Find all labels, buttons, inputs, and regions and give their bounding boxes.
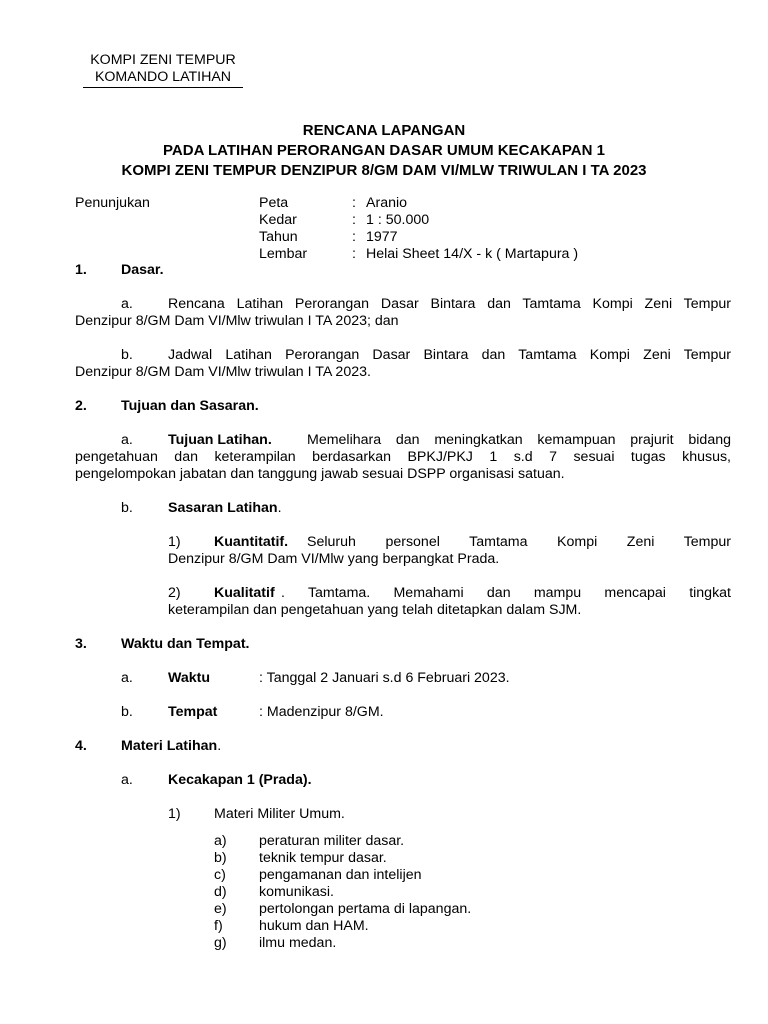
list-item: [214, 918, 614, 935]
section2-a-line3: pengelompokan jabatan dan tanggung jawab sesuai DSPP organisasi satuan.: [75, 466, 565, 482]
section2-b-dot: .: [277, 500, 282, 516]
penunjukan-sep: :: [352, 246, 356, 262]
section2-b1-label: Kuantitatif.: [214, 534, 289, 550]
section2-a-line1: Memelihara dan meningkatkan kemampuan prajurit bidang: [307, 432, 731, 448]
penunjukan-value: Helai Sheet 14/X - k ( Martapura ): [366, 246, 579, 262]
unit-header-line2: KOMANDO LATIHAN: [83, 69, 243, 88]
list-item: [214, 850, 614, 867]
list-item-mark: e): [214, 901, 227, 917]
section2-b-heading: [168, 500, 282, 517]
penunjukan-sep: :: [352, 195, 356, 211]
section4-number: 4.: [75, 738, 87, 754]
penunjukan-row: [259, 229, 659, 246]
section1-b-mark: b.: [121, 347, 133, 363]
section1-heading: Dasar.: [121, 262, 164, 278]
section2-b-mark: b.: [121, 500, 133, 516]
penunjukan-row: [259, 246, 659, 263]
document-title: [40, 121, 728, 181]
section4-a-label: Kecakapan 1 (Prada).: [168, 772, 312, 788]
section3-number: 3.: [75, 636, 87, 652]
section4-sub1-text: Materi Militer Umum.: [214, 806, 345, 822]
section3-b-value: : Madenzipur 8/GM.: [259, 704, 384, 720]
penunjukan-value: 1 : 50.000: [366, 212, 430, 228]
penunjukan-row: [259, 195, 659, 212]
list-item: [214, 884, 614, 901]
section2-b2-label: Kualitatif: [214, 585, 275, 601]
section3-b-label: Tempat: [168, 704, 218, 720]
list-item-mark: f): [214, 918, 223, 934]
penunjukan-label: Penunjukan: [75, 195, 150, 211]
section2-b2-line2: keterampilan dan pengetahuan yang telah ditetapkan dalam SJM.: [168, 602, 582, 618]
section2-b2-line1: . Tamtama. Memahami dan mampu mencapai tingkat: [281, 585, 731, 601]
section2-number: 2.: [75, 398, 87, 414]
penunjukan-sep: :: [352, 212, 356, 228]
list-item-text: peraturan militer dasar.: [259, 833, 405, 849]
unit-header-line1: KOMPI ZENI TEMPUR: [90, 52, 236, 68]
list-item-mark: a): [214, 833, 227, 849]
list-item-text: komunikasi.: [259, 884, 334, 900]
penunjukan-row: [259, 212, 659, 229]
section2-a-label: Tujuan Latihan.: [168, 432, 272, 448]
penunjukan-key: Kedar: [259, 212, 297, 228]
section4-sub1-mark: 1): [168, 806, 181, 822]
unit-header: [83, 52, 243, 88]
section4-heading: Materi Latihan: [121, 738, 218, 754]
section2-a-mark: a.: [121, 432, 133, 448]
section1-a-line2: Denzipur 8/GM Dam VI/Mlw triwulan I TA 2023; dan: [75, 313, 399, 329]
list-item-mark: c): [214, 867, 226, 883]
list-item: [214, 833, 614, 850]
title-line3: KOMPI ZENI TEMPUR DENZIPUR 8/GM DAM VI/MLW TRIWULAN I TA 2023: [121, 162, 647, 179]
section4-heading-wrap: [121, 738, 221, 755]
penunjukan-key: Lembar: [259, 246, 308, 262]
section2-b1-mark: 1): [168, 534, 181, 550]
list-item: [214, 935, 614, 952]
section3-b-mark: b.: [121, 704, 133, 720]
section2-b1-line2: Denzipur 8/GM Dam VI/Mlw yang berpangkat Prada.: [168, 551, 500, 567]
section2-heading: Tujuan dan Sasaran.: [121, 398, 259, 414]
list-item-text: ilmu medan.: [259, 935, 337, 951]
section3-a-label: Waktu: [168, 670, 211, 686]
penunjukan-value: Aranio: [366, 195, 408, 211]
section1-b-line2: Denzipur 8/GM Dam VI/Mlw triwulan I TA 2023.: [75, 364, 371, 380]
section4-heading-dot: .: [217, 738, 222, 754]
section1-a-mark: a.: [121, 296, 133, 312]
section2-b1-line1: Seluruh personel Tamtama Kompi Zeni Tempur: [307, 534, 731, 550]
penunjukan-table: [259, 195, 659, 263]
list-item: [214, 901, 614, 918]
list-item: [214, 867, 614, 884]
section1-a-line1: Rencana Latihan Perorangan Dasar Bintara dan Tamtama Kompi Zeni Tempur: [168, 296, 731, 312]
section1-b-line1: Jadwal Latihan Perorangan Dasar Bintara dan Tamtama Kompi Zeni Tempur: [168, 347, 731, 363]
list-item-mark: g): [214, 935, 227, 951]
list-item-text: pengamanan dan intelijen: [259, 867, 422, 883]
list-item-text: teknik tempur dasar.: [259, 850, 387, 866]
section3-a-value: : Tanggal 2 Januari s.d 6 Februari 2023.: [259, 670, 510, 686]
section4-a-mark: a.: [121, 772, 133, 788]
list-item-text: pertolongan pertama di lapangan.: [259, 901, 472, 917]
title-line2: PADA LATIHAN PERORANGAN DASAR UMUM KECAKAPAN 1: [163, 142, 605, 159]
list-item-mark: d): [214, 884, 227, 900]
section2-b-label: Sasaran Latihan: [168, 500, 278, 516]
section2-b2-mark: 2): [168, 585, 181, 601]
section3-heading: Waktu dan Tempat.: [121, 636, 250, 652]
list-item-text: hukum dan HAM.: [259, 918, 369, 934]
penunjukan-key: Tahun: [259, 229, 298, 245]
section1-number: 1.: [75, 262, 87, 278]
title-line1: RENCANA LAPANGAN: [302, 122, 466, 139]
list-item-mark: b): [214, 850, 227, 866]
penunjukan-sep: :: [352, 229, 356, 245]
penunjukan-value: 1977: [366, 229, 398, 245]
section4-item-list: [214, 833, 614, 952]
section3-a-mark: a.: [121, 670, 133, 686]
section2-a-line2: pengetahuan dan keterampilan berdasarkan BPKJ/PKJ 1 s.d 7 sesuai tugas khusus,: [75, 449, 731, 465]
penunjukan-key: Peta: [259, 195, 289, 211]
